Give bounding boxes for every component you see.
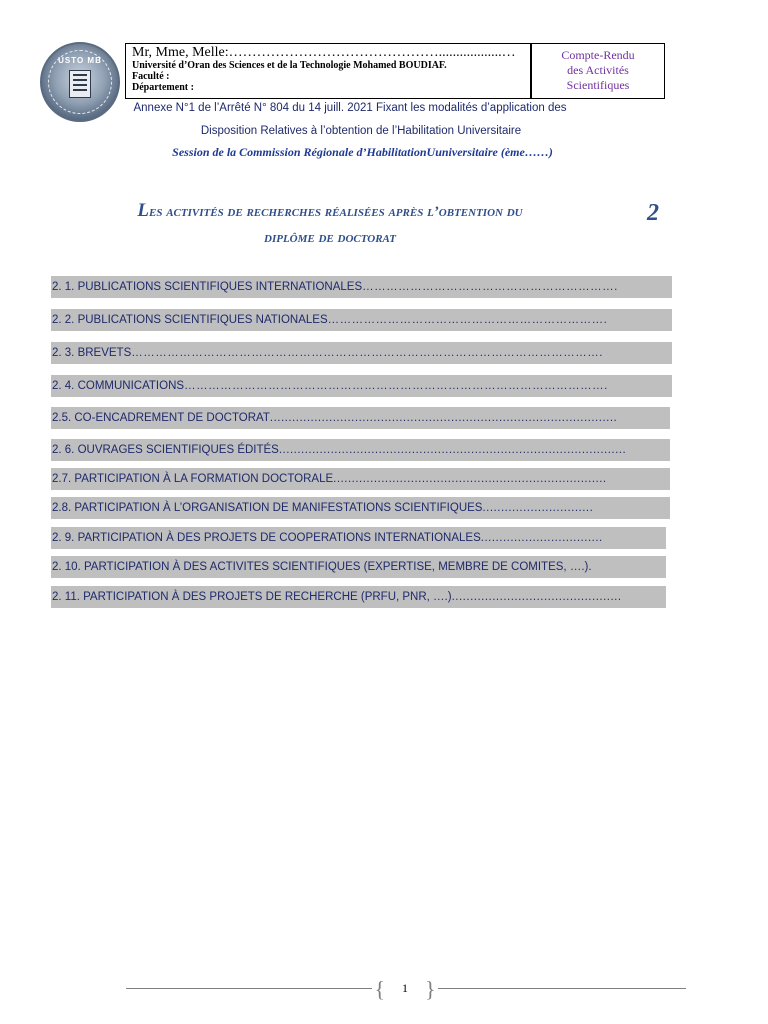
title-initial: L [137,200,150,221]
activity-dots: .............................................................................................. [278,444,627,456]
activity-item [51,276,672,298]
activity-item [51,407,670,429]
activity-dots: ………………………………………………………………………………………………………. [131,347,603,359]
title-line-1: es activités de recherches réalisées après l’obtention du [149,204,523,220]
activity-label: 2.7. PARTICIPATION À LA FORMATION DOCTORALE [52,473,334,485]
logo-building-icon [69,70,91,98]
activity-label: 2.8. PARTICIPATION À L’ORGANISATION DE MANIFESTATIONS SCIENTIFIQUES [52,502,483,514]
activity-item [51,497,670,519]
activity-dots: .............................. [482,502,594,514]
page-number-value: 1 [402,981,408,995]
activity-label: 2. 11. PARTICIPATION À DES PROJETS DE RECHERCHE (PRFU, PNR, ….) [52,591,452,603]
annexe-line-2: Disposition Relatives à l’obtention de l’Habilitation Universitaire [200,125,522,137]
title-line-2: diplôme de doctorat [264,230,396,246]
compte-rendu-line: Scientifiques [566,78,630,92]
activity-label: 2. 1. PUBLICATIONS SCIENTIFIQUES INTERNATIONALES [52,281,363,293]
activity-label: 2. 6. OUVRAGES SCIENTIFIQUES ÉDITÉS [52,444,279,456]
activity-dots: ……………………………………………………………………………………………. [184,380,608,392]
activity-dots: ................................. [480,532,603,544]
departement-field: Département : [132,82,194,93]
activity-item [51,342,672,364]
activity-dots: .......................................................................... [333,473,607,485]
compte-rendu-line: Compte-Rendu [561,48,635,62]
activity-dots: ……………………………………………………………. [327,314,608,326]
annexe-line: Annexe N°1 de l’Arrêté N° 804 du 14 juill. 2021 Fixant les modalités d’application des [133,102,567,114]
activity-item [51,468,670,490]
section-number: 2 [647,200,659,226]
compte-rendu-line: des Activités [567,63,629,77]
bracket-right-icon: } [425,976,436,1002]
university-name: Université d’Oran des Sciences et de la Technologie Mohamed BOUDIAF. [132,60,447,71]
activity-label: 2. 4. COMMUNICATIONS [52,380,185,392]
name-line: Mr, Mme, Melle:………………………………………..................… [132,45,516,60]
compte-rendu-box [531,43,665,99]
bracket-left-icon: { [374,976,385,1002]
activity-dots: .............................................................................................. [269,412,618,424]
activity-label: 2. 2. PUBLICATIONS SCIENTIFIQUES NATIONALES [52,314,328,326]
activity-dots: ………………………………………………………. [362,281,618,293]
activity-item [51,375,672,397]
logo-text: USTO MB [58,56,102,65]
activity-item [51,586,666,608]
activity-label: 2. 10. PARTICIPATION À DES ACTIVITES SCIENTIFIQUES (EXPERTISE, MEMBRE DE COMITES, ….). [52,561,592,573]
activity-item [51,309,672,331]
activity-item [51,439,670,461]
footer-line-right [438,988,686,989]
activity-item [51,556,666,578]
page-number [373,976,437,1000]
activity-item [51,527,666,549]
activity-label: 2.5. CO-ENCADREMENT DE DOCTORAT [52,412,270,424]
section-title [40,198,620,251]
footer-line-left [126,988,372,989]
faculte-field: Faculté : [132,71,170,82]
activity-label: 2. 9. PARTICIPATION À DES PROJETS DE COOPERATIONS INTERNATIONALES [52,532,481,544]
activity-label: 2. 3. BREVETS [52,347,132,359]
header-identity-box [125,43,531,99]
activity-dots: .............................................. [451,591,622,603]
session-line: Session de la Commission Régionale d’HabilitationUuniversitaire (ème……) [172,145,553,159]
